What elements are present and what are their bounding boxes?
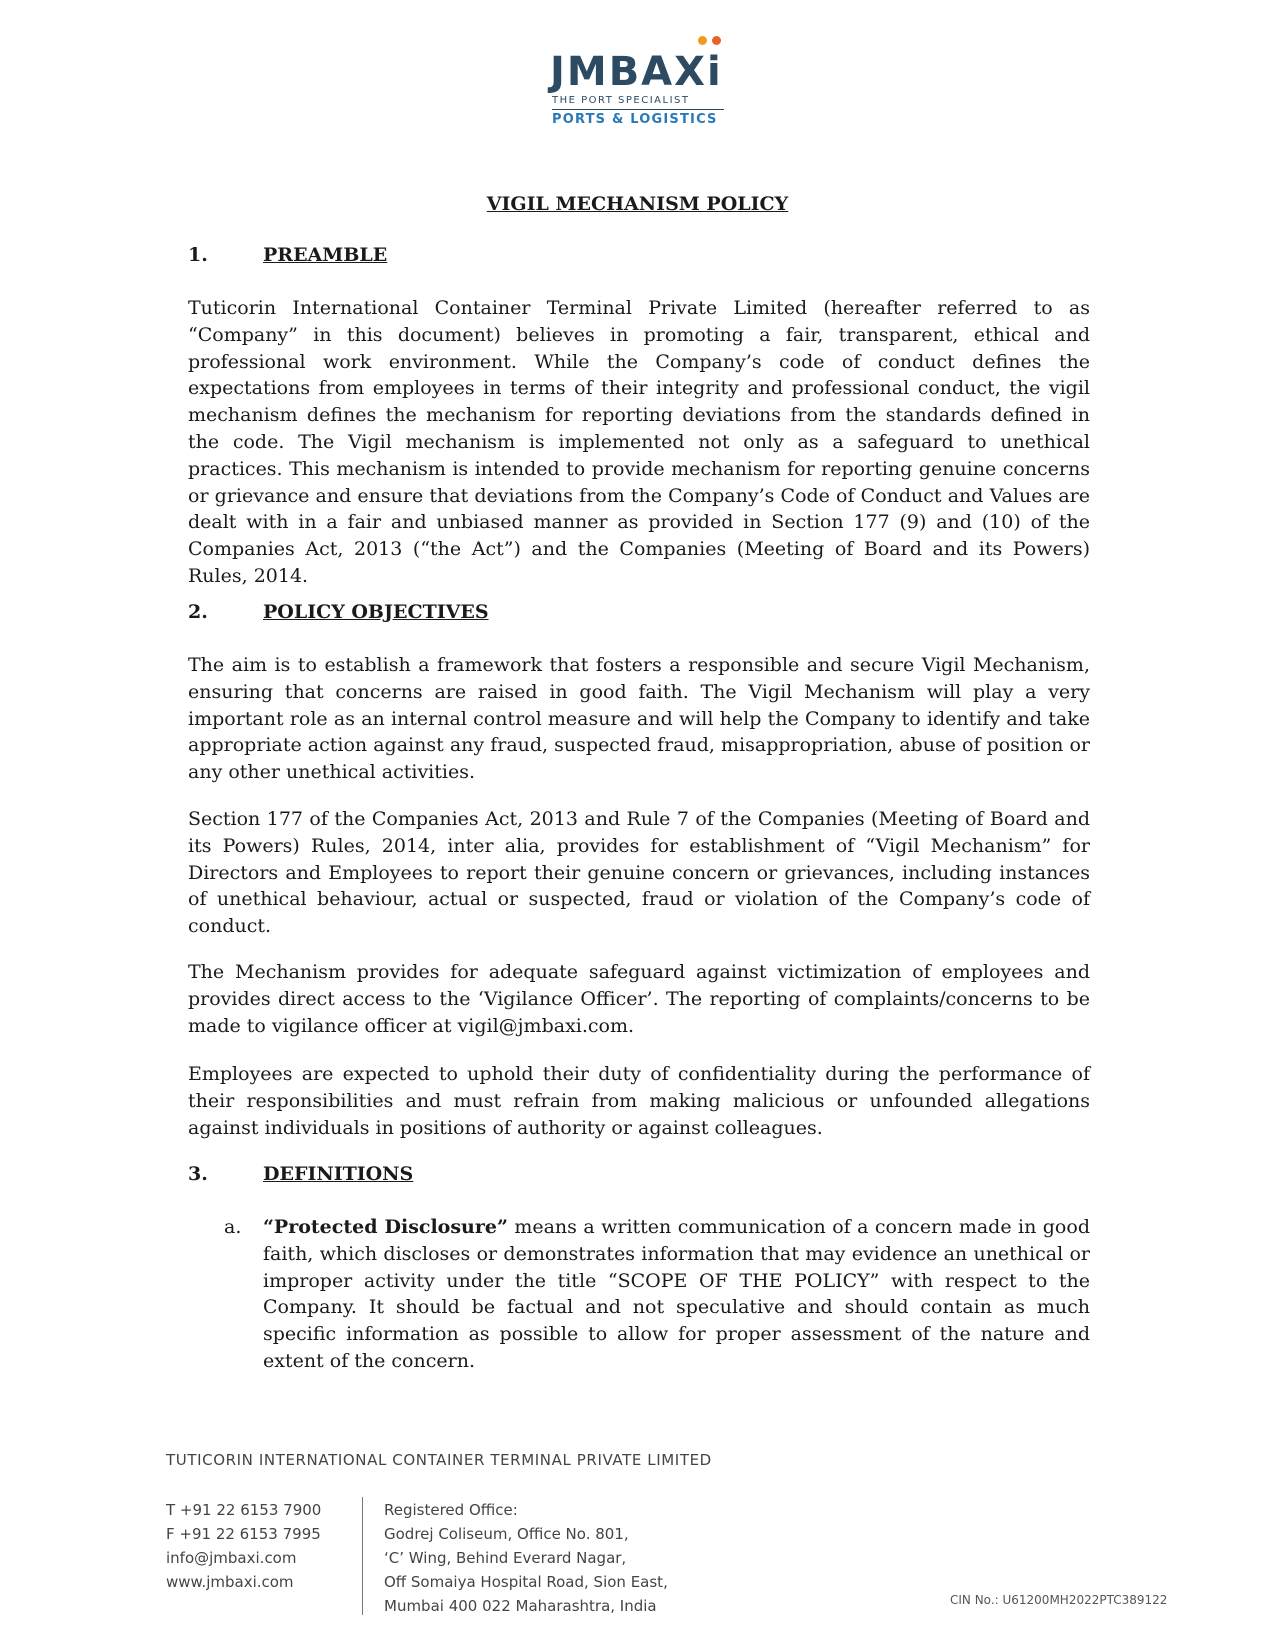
paragraph-employee-confidentiality: Employees are expected to uphold their duty of confidentiality during the performance of their responsibilities and must refrain from making malicious or unfounded allegations against individuals in positions of authority or against colleagues.	[188, 1063, 1090, 1139]
definition-term: “Protected Disclosure”	[263, 1216, 508, 1238]
footer-office-line: ‘C’ Wing, Behind Everard Nagar,	[384, 1549, 627, 1567]
footer-company-name: TUTICORIN INTERNATIONAL CONTAINER TERMINAL PRIVATE LIMITED	[166, 1451, 712, 1469]
footer-website: www.jmbaxi.com	[166, 1573, 294, 1591]
footer-contacts	[166, 1498, 321, 1594]
logo-wordmark: JMBAXi	[550, 49, 723, 95]
logo-divider	[552, 109, 724, 110]
section-number: 3.	[188, 1163, 208, 1185]
footer-divider	[362, 1497, 363, 1615]
footer-office-line: Off Somaiya Hospital Road, Sion East,	[384, 1573, 668, 1591]
footer-cin-number: CIN No.: U61200MH2022PTC389122	[950, 1593, 1168, 1607]
footer-registered-office	[384, 1498, 668, 1618]
logo-dot-red	[712, 36, 721, 45]
section-heading-policy-objectives	[188, 601, 489, 623]
definition-item	[224, 1214, 1090, 1375]
document-title: VIGIL MECHANISM POLICY	[486, 193, 789, 215]
footer-office-line: Mumbai 400 022 Maharashtra, India	[384, 1597, 657, 1615]
paragraph-objectives-aim: The aim is to establish a framework that fosters a responsible and secure Vigil Mechanism, ensuring that concerns are raised in good faith. The Vigil Mechanism will play a very important role as an internal control measure and will help the Company to identify and take appropriate action against any fraud, suspected fraud, misappropriation, abuse of position or any other unethical activities.	[188, 654, 1090, 784]
section-number: 1.	[188, 244, 208, 266]
definition-body	[263, 1214, 1090, 1375]
section-title: PREAMBLE	[263, 244, 388, 266]
footer-phone: T +91 22 6153 7900	[166, 1501, 322, 1519]
logo-tagline: THE PORT SPECIALIST	[552, 95, 690, 106]
logo-subtitle: PORTS & LOGISTICS	[552, 112, 718, 127]
section-number: 2.	[188, 601, 208, 623]
footer-email: info@jmbaxi.com	[166, 1549, 297, 1567]
footer-fax: F +91 22 6153 7995	[166, 1525, 321, 1543]
paragraph-mechanism-safeguard: The Mechanism provides for adequate safeguard against victimization of employees and provides direct access to the ‘Vigilance Officer’. The reporting of complaints/concerns to be made to vigilance officer at vigil@jmbaxi.com.	[188, 961, 1090, 1037]
section-heading-preamble	[188, 244, 387, 266]
section-title: DEFINITIONS	[263, 1163, 414, 1185]
company-logo	[550, 30, 730, 125]
definition-letter: a.	[224, 1216, 242, 1238]
footer-office-label: Registered Office:	[384, 1501, 518, 1519]
logo-dot-orange	[698, 36, 707, 45]
section-title: POLICY OBJECTIVES	[263, 601, 489, 623]
definition-text: means a written communication of a concern made in good faith, which discloses or demonstrates information that may evidence an unethical or improper activity under the title “SCOPE OF THE POLICY” with respect to the Company. It should be factual and not speculative and should contain as much specific information as possible to allow for proper assessment of the nature and extent of the concern.	[263, 1216, 1090, 1372]
paragraph-section-177: Section 177 of the Companies Act, 2013 and Rule 7 of the Companies (Meeting of Board and its Powers) Rules, 2014, inter alia, provides for establishment of “Vigil Mechanism” for Directors and Employees to report their genuine concern or grievances, including instances of unethical behaviour, actual or suspected, fraud or violation of the Company’s code of conduct.	[188, 808, 1090, 938]
footer-office-line: Godrej Coliseum, Office No. 801,	[384, 1525, 629, 1543]
paragraph-preamble: Tuticorin International Container Terminal Private Limited (hereafter referred to as “Company” in this document) believes in promoting a fair, transparent, ethical and professional work environment. While the Company’s code of conduct defines the expectations from employees in terms of their integrity and professional conduct, the vigil mechanism defines the mechanism for reporting deviations from the standards defined in the code. The Vigil mechanism is implemented not only as a safeguard to unethical practices. This mechanism is intended to provide mechanism for reporting genuine concerns or grievance and ensure that deviations from the Company’s Code of Conduct and Values are dealt with in a fair and unbiased manner as provided in Section 177 (9) and (10) of the Companies Act, 2013 (“the Act”) and the Companies (Meeting of Board and its Powers) Rules, 2014.	[188, 297, 1090, 587]
section-heading-definitions	[188, 1163, 413, 1185]
